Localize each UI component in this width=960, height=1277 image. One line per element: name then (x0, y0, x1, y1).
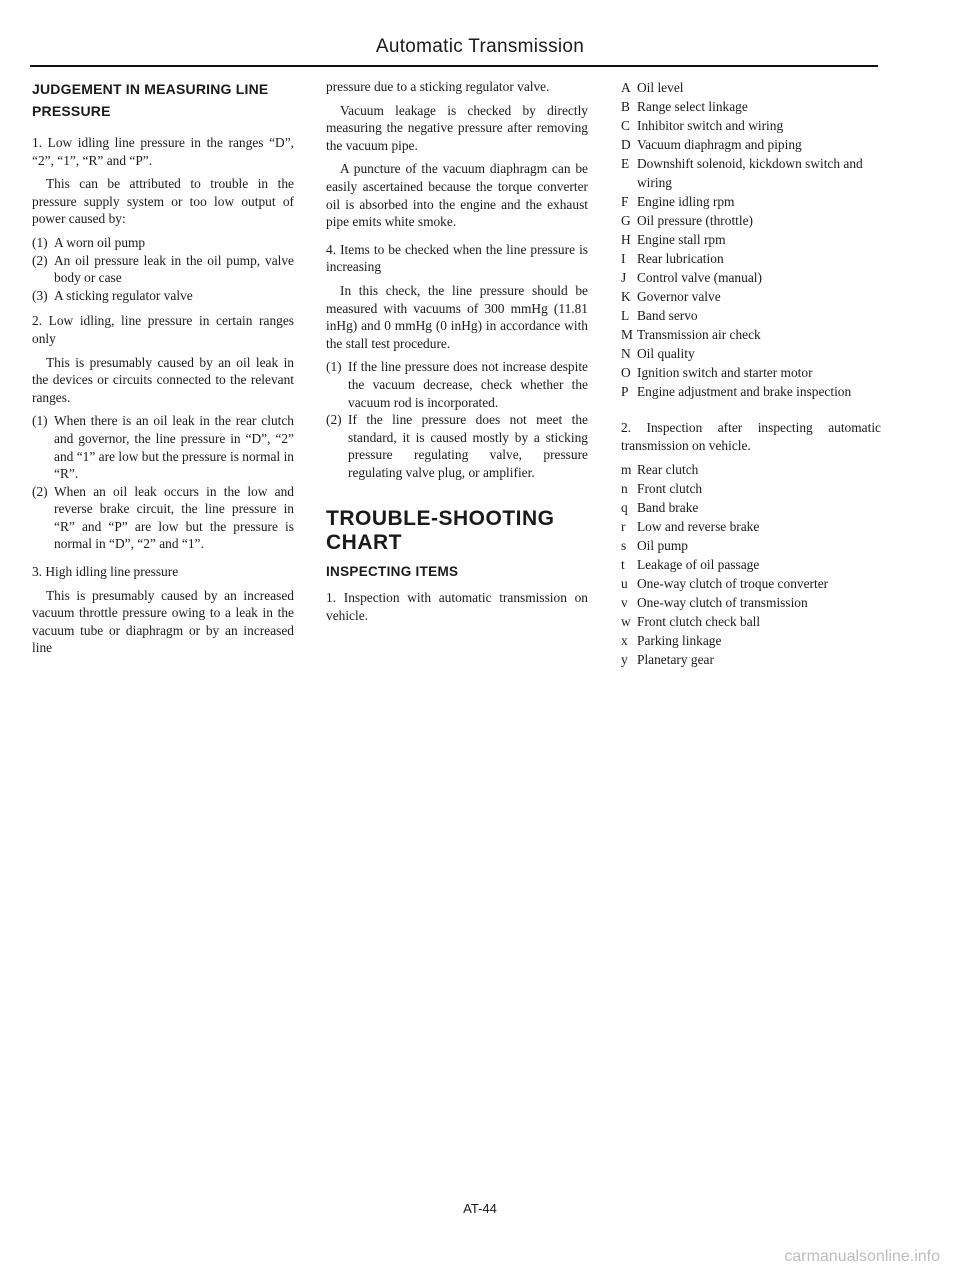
numbered-list (32, 412, 294, 553)
list-item: P Engine adjustment and brake inspection (621, 384, 852, 399)
list-item: x Parking linkage (621, 633, 722, 649)
list-item: D Vacuum diaphragm and piping (621, 137, 802, 152)
watermark: carmanualsonline.info (784, 1248, 940, 1265)
page-header-title: Automatic Transmission (375, 36, 585, 57)
section-heading-line-pressure: JUDGEMENT IN MEASURING LINE PRESSURE (32, 81, 269, 119)
list-item: s Oil pump (621, 538, 688, 554)
list-item: t Leakage of oil passage (621, 557, 760, 573)
paragraph: In this check, the line pressure should be measured with vacuums of 300 mmHg (11.81 inHg) and 0 mmHg (0 inHg) in accordance with the stall test procedure. (326, 282, 588, 351)
list-item: L Band servo (621, 308, 698, 323)
list-item: (3) A sticking regulator valve (32, 287, 193, 303)
inspection-list-lower (621, 460, 881, 669)
list-item: (1) When there is an oil leak in the rear clutch and governor, the line pressure in “D”, “2” and “1” are low but the pressure is normal in “R”. (32, 413, 294, 482)
list-item: K Governor valve (621, 289, 721, 304)
list-item: (2) An oil pressure leak in the oil pump, valve body or case (32, 252, 294, 286)
numbered-list (32, 234, 294, 304)
item-title: 2. Inspection after inspecting automatic transmission on vehicle. (621, 420, 881, 453)
list-item: M Transmission air check (621, 327, 761, 342)
list-item: v One-way clutch of transmission (621, 595, 808, 611)
list-item: G Oil pressure (throttle) (621, 213, 754, 228)
item-title: 4. Items to be checked when the line pressure is increasing (326, 241, 588, 275)
list-item: w Front clutch check ball (621, 614, 761, 630)
item-title: 2. Low idling, line pressure in certain ranges only (32, 313, 294, 346)
list-item: y Planetary gear (621, 652, 714, 668)
paragraph: Vacuum leakage is checked by directly measuring the negative pressure after removing the vacuum pipe. (326, 102, 588, 153)
list-item: (1) If the line pressure does not increase despite the vacuum decrease, check whether the vacuum rod is incorporated. (326, 359, 588, 410)
paragraph: This is presumably caused by an increased vacuum throttle pressure owing to a leak in the vacuum tube or diaphragm or by an increased line (32, 587, 294, 656)
section-heading-trouble-shooting: TROUBLE-SHOOTING CHART (326, 507, 555, 555)
item-title: 3. High idling line pressure (32, 564, 179, 580)
list-item: O Ignition switch and starter motor (621, 365, 813, 380)
column-left (32, 78, 294, 663)
list-item: (1) A worn oil pump (32, 234, 146, 250)
list-item: r Low and reverse brake (621, 519, 760, 535)
subheading-inspecting-items: INSPECTING ITEMS (326, 564, 459, 580)
item-title: 1. Inspection with automatic transmission on vehicle. (326, 590, 588, 624)
header-rule (30, 65, 878, 67)
paragraph: This can be attributed to trouble in the pressure supply system or too low output of power caused by: (32, 176, 294, 227)
list-item: H Engine stall rpm (621, 232, 726, 247)
list-item: u One-way clutch of troque converter (621, 576, 829, 592)
item-title: 1. Low idling line pressure in the ranges “D”, “2”, “1”, “R” and “P”. (32, 135, 294, 168)
list-item: C Inhibitor switch and wiring (621, 118, 784, 133)
list-item: J Control valve (manual) (621, 270, 762, 285)
list-item: N Oil quality (621, 346, 695, 361)
list-item: F Engine idling rpm (621, 194, 735, 209)
inspection-list-upper (621, 78, 881, 401)
list-item: (2) When an oil leak occurs in the low and reverse brake circuit, the line pressure in “R” and “P” are low but the pressure is normal in “D”, “2” and “1”. (32, 483, 294, 552)
column-right (621, 78, 881, 677)
page-number: AT-44 (463, 1201, 497, 1216)
paragraph: A puncture of the vacuum diaphragm can be easily ascertained because the torque converter oil is absorbed into the engine and the exhaust pipe emits white smoke. (326, 161, 588, 230)
list-item: (2) If the line pressure does not meet the standard, it is caused mostly by a sticking pressure regulating valve, pressure regulating valve plug, or amplifier. (326, 412, 588, 480)
spacer (621, 409, 881, 419)
column-middle (326, 78, 588, 631)
numbered-list (326, 358, 588, 481)
list-item: q Band brake (621, 500, 699, 516)
list-item: m Rear clutch (621, 462, 699, 478)
list-item: A Oil level (621, 80, 684, 95)
list-item: I Rear lubrication (621, 251, 724, 266)
paragraph: This is presumably caused by an oil leak in the devices or circuits connected to the relevant ranges. (32, 354, 294, 405)
list-item: n Front clutch (621, 481, 703, 497)
list-item: B Range select linkage (621, 99, 748, 114)
list-item: E Downshift solenoid, kickdown switch and wiring (621, 156, 863, 190)
paragraph: pressure due to a sticking regulator valve. (326, 79, 550, 94)
